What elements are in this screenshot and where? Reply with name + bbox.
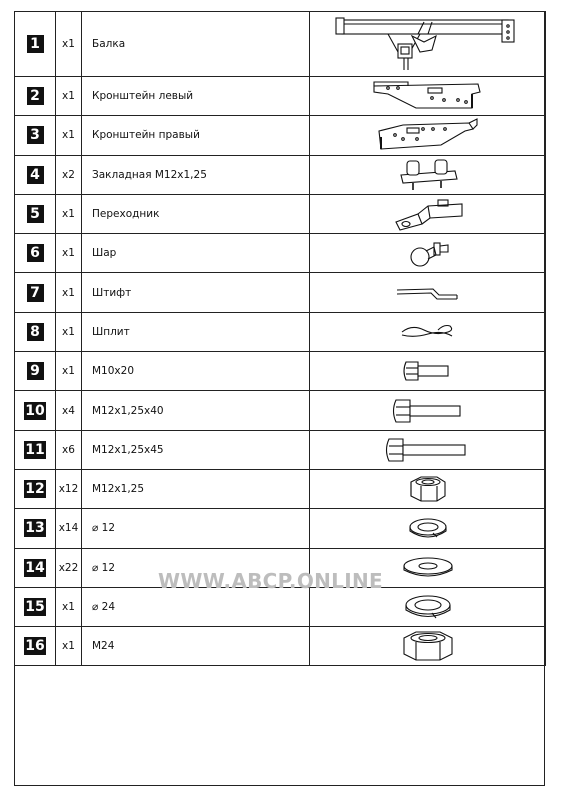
part-number: 12 <box>25 481 45 498</box>
part-name: ⌀ 24 <box>82 587 310 626</box>
part-number: 3 <box>27 126 44 144</box>
table-row <box>15 430 546 469</box>
spring-washer-icon <box>310 509 546 548</box>
table-row <box>15 469 546 508</box>
bolt-short-icon <box>310 352 546 391</box>
part-name: Закладная М12х1,25 <box>82 155 310 194</box>
table-row <box>15 548 546 587</box>
table-row <box>15 234 546 273</box>
cotter-pin-icon <box>310 312 546 351</box>
part-number: 13 <box>25 520 45 537</box>
table-row <box>15 12 546 77</box>
tow-bar-beam-icon <box>310 12 546 77</box>
part-number: 4 <box>27 166 44 184</box>
part-quantity: x22 <box>56 548 82 587</box>
part-quantity: x1 <box>56 12 82 77</box>
part-quantity: x1 <box>56 627 82 666</box>
part-quantity: x6 <box>56 430 82 469</box>
flat-washer-icon <box>310 548 546 587</box>
part-name: М12х1,25х40 <box>82 391 310 430</box>
parts-table <box>14 11 546 666</box>
pin-icon <box>310 273 546 312</box>
bolt-long-icon <box>310 430 546 469</box>
part-number: 6 <box>27 244 44 262</box>
right-bracket-icon <box>310 116 546 155</box>
part-quantity: x1 <box>56 116 82 155</box>
table-row <box>15 391 546 430</box>
part-quantity: x1 <box>56 273 82 312</box>
part-number: 15 <box>25 599 45 615</box>
part-name: Штифт <box>82 273 310 312</box>
bolt-medium-icon <box>310 391 546 430</box>
part-quantity: x1 <box>56 194 82 233</box>
left-bracket-icon <box>310 77 546 116</box>
part-quantity: x1 <box>56 312 82 351</box>
part-number: 8 <box>27 323 44 341</box>
part-number: 14 <box>25 559 45 576</box>
part-name: Балка <box>82 12 310 77</box>
part-number: 11 <box>25 441 45 458</box>
table-row <box>15 155 546 194</box>
part-quantity: x1 <box>56 352 82 391</box>
part-quantity: x1 <box>56 77 82 116</box>
part-name: Шар <box>82 234 310 273</box>
watermark-text: WWW.ABCP.ONLINE <box>158 569 383 593</box>
part-number: 7 <box>27 284 44 302</box>
table-row <box>15 509 546 548</box>
part-quantity: x12 <box>56 469 82 508</box>
part-quantity: x2 <box>56 155 82 194</box>
part-name: М12х1,25 <box>82 469 310 508</box>
table-row <box>15 627 546 666</box>
part-name: Кронштейн правый <box>82 116 310 155</box>
table-row <box>15 312 546 351</box>
table-row <box>15 352 546 391</box>
part-name: М24 <box>82 627 310 666</box>
part-name: М12х1,25х45 <box>82 430 310 469</box>
part-name: ⌀ 12 <box>82 548 310 587</box>
table-row <box>15 273 546 312</box>
part-number: 1 <box>27 35 44 53</box>
part-quantity: x4 <box>56 391 82 430</box>
part-name: М10х20 <box>82 352 310 391</box>
tow-ball-icon <box>310 234 546 273</box>
hex-nut-icon <box>310 469 546 508</box>
table-row <box>15 194 546 233</box>
part-number: 2 <box>27 87 44 105</box>
part-name: Кронштейн левый <box>82 77 310 116</box>
table-row <box>15 116 546 155</box>
part-number: 10 <box>25 402 45 419</box>
part-quantity: x14 <box>56 509 82 548</box>
part-number: 16 <box>25 638 45 655</box>
part-number: 9 <box>27 362 44 380</box>
large-spring-washer-icon <box>310 587 546 626</box>
large-hex-nut-icon <box>310 627 546 666</box>
part-number: 5 <box>27 205 44 223</box>
table-row <box>15 77 546 116</box>
adapter-icon <box>310 194 546 233</box>
embedded-plate-icon <box>310 155 546 194</box>
part-name: ⌀ 12 <box>82 509 310 548</box>
part-name: Шплит <box>82 312 310 351</box>
part-quantity: x1 <box>56 587 82 626</box>
part-quantity: x1 <box>56 234 82 273</box>
table-row <box>15 587 546 626</box>
part-name: Переходник <box>82 194 310 233</box>
